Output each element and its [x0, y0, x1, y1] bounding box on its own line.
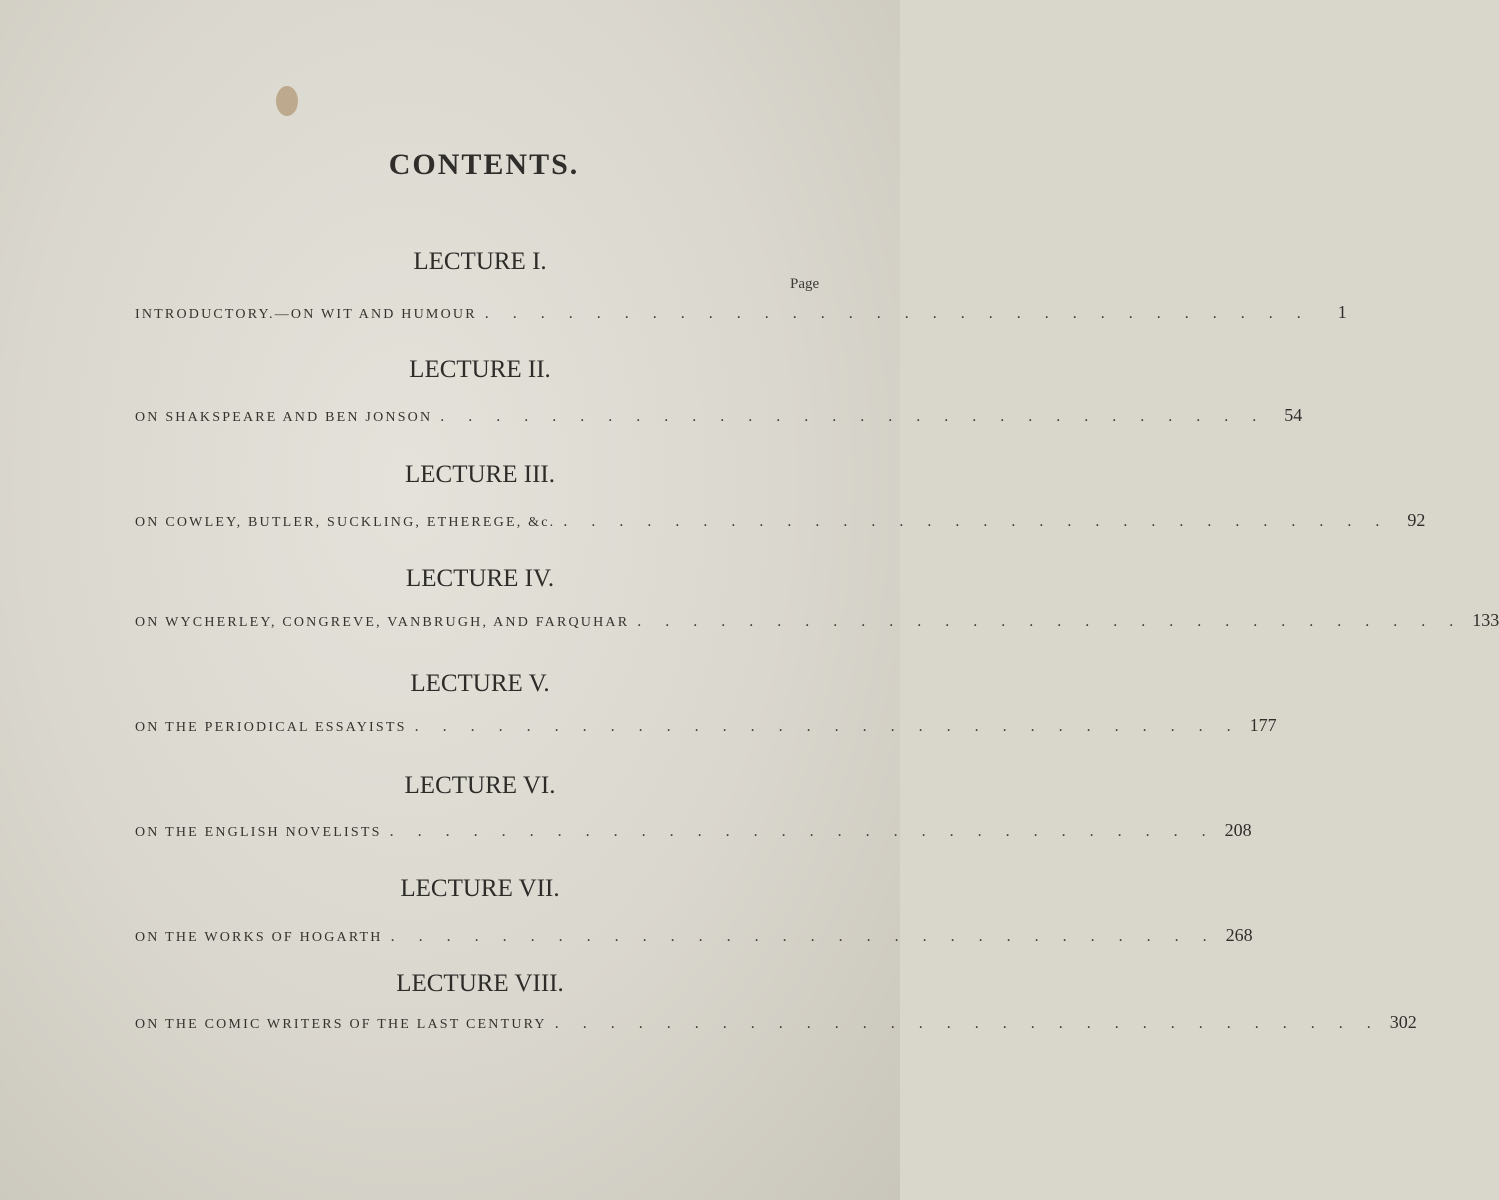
toc-entry-title: ON THE WORKS OF HOGARTH [135, 930, 383, 945]
leader-dots: . . . . . . . . . . . . . . . . . . . . . . . . . . . . . . [554, 1015, 1381, 1032]
leader-dots: . . . . . . . . . . . . . . . . . . . . . . . . . . . . . . [637, 613, 1464, 630]
lecture-heading-5: LECTURE V. [410, 670, 550, 697]
toc-entry-page: 208 [1224, 820, 1252, 840]
toc-entry-1[interactable] [135, 302, 1347, 326]
toc-entry-title: ON THE COMIC WRITERS OF THE LAST CENTURY [135, 1017, 547, 1032]
toc-entry-4[interactable] [135, 610, 1499, 634]
leader-dots: . . . . . . . . . . . . . . . . . . . . . . . . . . . . . . [390, 928, 1217, 945]
toc-entry-page: 302 [1389, 1012, 1417, 1032]
toc-entry-3[interactable] [135, 510, 1426, 534]
leader-dots: . . . . . . . . . . . . . . . . . . . . . . . . . . . . . . [484, 305, 1311, 322]
toc-entry-page: 1 [1337, 302, 1347, 322]
contents-heading: CONTENTS. [388, 148, 580, 181]
toc-entry-page: 268 [1225, 925, 1253, 945]
leader-dots: . . . . . . . . . . . . . . . . . . . . . . . . . . . . . . [440, 408, 1267, 425]
foxing-stain [276, 86, 298, 116]
toc-entry-page: 54 [1284, 405, 1303, 425]
leader-dots: . . . . . . . . . . . . . . . . . . . . . . . . . . . . . . [563, 513, 1390, 530]
toc-entry-6[interactable] [135, 820, 1252, 844]
lecture-heading-6: LECTURE VI. [404, 772, 556, 799]
lecture-heading-3: LECTURE III. [405, 461, 555, 488]
lecture-heading-4: LECTURE IV. [405, 565, 555, 592]
lecture-heading-8: LECTURE VIII. [396, 970, 564, 997]
lecture-heading-7: LECTURE VII. [400, 875, 560, 902]
leader-dots: . . . . . . . . . . . . . . . . . . . . . . . . . . . . . . [389, 823, 1216, 840]
page-column-label: Page [790, 276, 820, 292]
lecture-heading-1: LECTURE I. [413, 248, 547, 275]
toc-entry-title: ON THE PERIODICAL ESSAYISTS [135, 720, 407, 735]
toc-entry-title: ON COWLEY, BUTLER, SUCKLING, ETHEREGE, &c. [135, 515, 556, 530]
leader-dots: . . . . . . . . . . . . . . . . . . . . . . . . . . . . . . [414, 718, 1241, 735]
toc-entry-title: ON THE ENGLISH NOVELISTS [135, 825, 382, 840]
toc-entry-page: 92 [1407, 510, 1426, 530]
lecture-heading-2: LECTURE II. [409, 356, 551, 383]
toc-entry-page: 177 [1249, 715, 1277, 735]
toc-entry-8[interactable] [135, 1012, 1417, 1036]
toc-entry-7[interactable] [135, 925, 1253, 949]
toc-entry-title: INTRODUCTORY.—ON WIT AND HUMOUR [135, 307, 477, 322]
toc-entry-title: ON WYCHERLEY, CONGREVE, VANBRUGH, AND FARQUHAR [135, 615, 630, 630]
toc-entry-title: ON SHAKSPEARE AND BEN JONSON [135, 410, 433, 425]
toc-entry-page: 133 [1472, 610, 1499, 630]
toc-entry-5[interactable] [135, 715, 1277, 739]
toc-entry-2[interactable] [135, 405, 1303, 429]
